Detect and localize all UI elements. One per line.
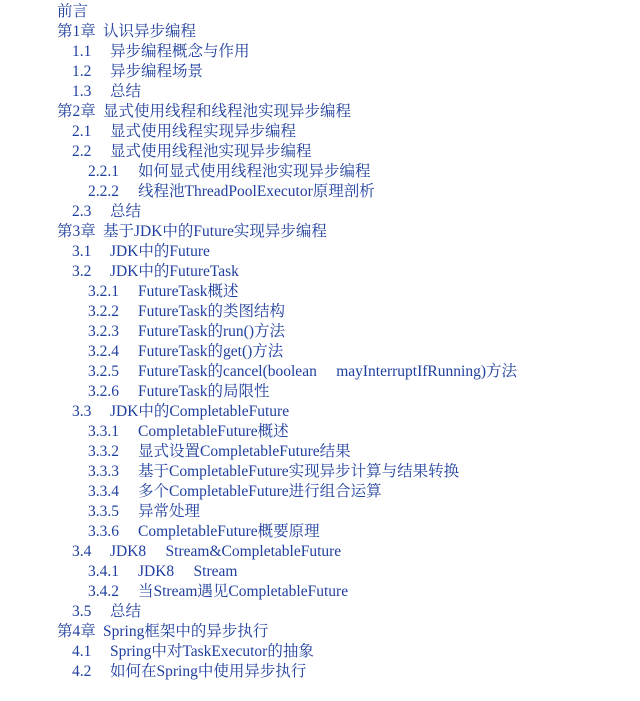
toc-entry-number: 3.2.1 [88,283,119,300]
toc-entry-title: 异步编程概念与作用 [110,43,250,60]
toc-entry-title: 显式使用线程池实现异步编程 [110,143,312,160]
toc-entry-number: 3.4.1 [88,563,119,580]
toc-entry[interactable] [0,562,640,582]
toc-entry-number: 3.3.4 [88,483,119,500]
toc-entry-number: 3.3.3 [88,463,119,480]
toc-entry-title: FutureTask的run()方法 [138,323,286,340]
toc-entry-number: 3.3.5 [88,503,119,520]
table-of-contents [0,2,640,682]
toc-entry[interactable] [0,422,640,442]
toc-entry-title: JDK8 Stream&CompletableFuture [110,543,342,560]
toc-entry[interactable] [0,362,640,382]
toc-entry[interactable] [0,262,640,282]
toc-entry[interactable] [0,582,640,602]
toc-entry[interactable] [0,42,640,62]
toc-entry-title: 当Stream遇见CompletableFuture [138,583,349,600]
toc-entry[interactable] [0,82,640,102]
toc-entry[interactable] [0,62,640,82]
toc-entry[interactable] [0,522,640,542]
toc-entry-title: JDK中的CompletableFuture [110,403,290,420]
toc-entry[interactable] [0,502,640,522]
toc-entry-title: 基于JDK中的Future实现异步编程 [103,223,327,240]
toc-entry-number: 1.3 [72,83,92,100]
toc-entry-title: 如何在Spring中使用异步执行 [110,663,307,680]
toc-entry-number: 第3章 [57,223,96,240]
toc-entry-title: 线程池ThreadPoolExecutor原理剖析 [138,183,375,200]
toc-entry[interactable] [0,142,640,162]
toc-entry[interactable] [0,542,640,562]
toc-entry[interactable] [0,2,640,22]
toc-entry-title: CompletableFuture概要原理 [138,523,320,540]
toc-entry-title: Spring框架中的异步执行 [103,623,269,640]
toc-entry-title: 总结 [110,603,142,620]
toc-entry[interactable] [0,662,640,682]
toc-entry-number: 3.2.3 [88,323,119,340]
toc-entry-title: 异常处理 [138,503,201,520]
toc-entry[interactable] [0,202,640,222]
toc-entry-number: 2.2.2 [88,183,119,200]
toc-entry-title: FutureTask的get()方法 [138,343,284,360]
toc-entry[interactable] [0,642,640,662]
toc-entry[interactable] [0,482,640,502]
toc-entry[interactable] [0,342,640,362]
toc-entry-title: JDK8 Stream [138,563,238,580]
toc-entry-title: 显式使用线程实现异步编程 [110,123,297,140]
toc-entry-title: 如何显式使用线程池实现异步编程 [138,163,371,180]
toc-entry[interactable] [0,442,640,462]
toc-entry-number: 3.1 [72,243,92,260]
toc-entry-number: 2.3 [72,203,92,220]
toc-entry-title: 异步编程场景 [110,63,204,80]
toc-entry-number: 3.2.2 [88,303,119,320]
toc-entry-number: 3.2 [72,263,92,280]
toc-entry-title: FutureTask概述 [138,283,239,300]
toc-entry-number: 2.1 [72,123,92,140]
toc-entry[interactable] [0,382,640,402]
toc-entry-title: FutureTask的cancel(boolean mayInterruptIfRunning)方法 [138,363,517,380]
toc-entry-number: 4.1 [72,643,92,660]
toc-entry[interactable] [0,242,640,262]
toc-entry-title: FutureTask的局限性 [138,383,270,400]
toc-entry-title: JDK中的Future [110,243,210,260]
toc-entry[interactable] [0,102,640,122]
toc-entry-number: 3.5 [72,603,92,620]
toc-entry-number: 第1章 [57,23,96,40]
toc-entry-number: 1.1 [72,43,92,60]
toc-entry-title: CompletableFuture概述 [138,423,289,440]
toc-entry-title: 总结 [110,203,142,220]
toc-entry-title: FutureTask的类图结构 [138,303,286,320]
toc-entry[interactable] [0,182,640,202]
toc-entry-number: 2.2 [72,143,92,160]
toc-entry-title: Spring中对TaskExecutor的抽象 [110,643,314,660]
toc-entry-title: 总结 [110,83,142,100]
toc-entry-title: 基于CompletableFuture实现异步计算与结果转换 [138,463,460,480]
toc-entry[interactable] [0,462,640,482]
toc-entry[interactable] [0,222,640,242]
toc-entry-title: 多个CompletableFuture进行组合运算 [138,483,382,500]
toc-entry[interactable] [0,162,640,182]
toc-entry-number: 3.4 [72,543,92,560]
toc-entry[interactable] [0,302,640,322]
toc-entry-number: 2.2.1 [88,163,119,180]
toc-entry-title: JDK中的FutureTask [110,263,239,280]
toc-entry-number: 3.2.6 [88,383,119,400]
toc-entry[interactable] [0,122,640,142]
toc-entry-number: 3.3.6 [88,523,119,540]
toc-entry-number: 3.3.2 [88,443,119,460]
toc-entry[interactable] [0,402,640,422]
toc-entry[interactable] [0,282,640,302]
toc-entry-number: 3.2.4 [88,343,119,360]
toc-entry-number: 第2章 [57,103,96,120]
toc-entry-number: 3.3.1 [88,423,119,440]
toc-entry-title: 显式设置CompletableFuture结果 [138,443,351,460]
toc-entry-title: 认识异步编程 [103,23,197,40]
toc-entry-number: 3.2.5 [88,363,119,380]
toc-entry-number: 第4章 [57,623,96,640]
toc-entry[interactable] [0,622,640,642]
toc-entry-number: 4.2 [72,663,92,680]
toc-entry-number: 1.2 [72,63,92,80]
toc-entry[interactable] [0,22,640,42]
toc-entry[interactable] [0,602,640,622]
toc-entry-number: 3.3 [72,403,92,420]
toc-entry[interactable] [0,322,640,342]
toc-entry-title: 前言 [57,3,89,20]
toc-entry-title: 显式使用线程和线程池实现异步编程 [103,103,352,120]
toc-entry-number: 3.4.2 [88,583,119,600]
